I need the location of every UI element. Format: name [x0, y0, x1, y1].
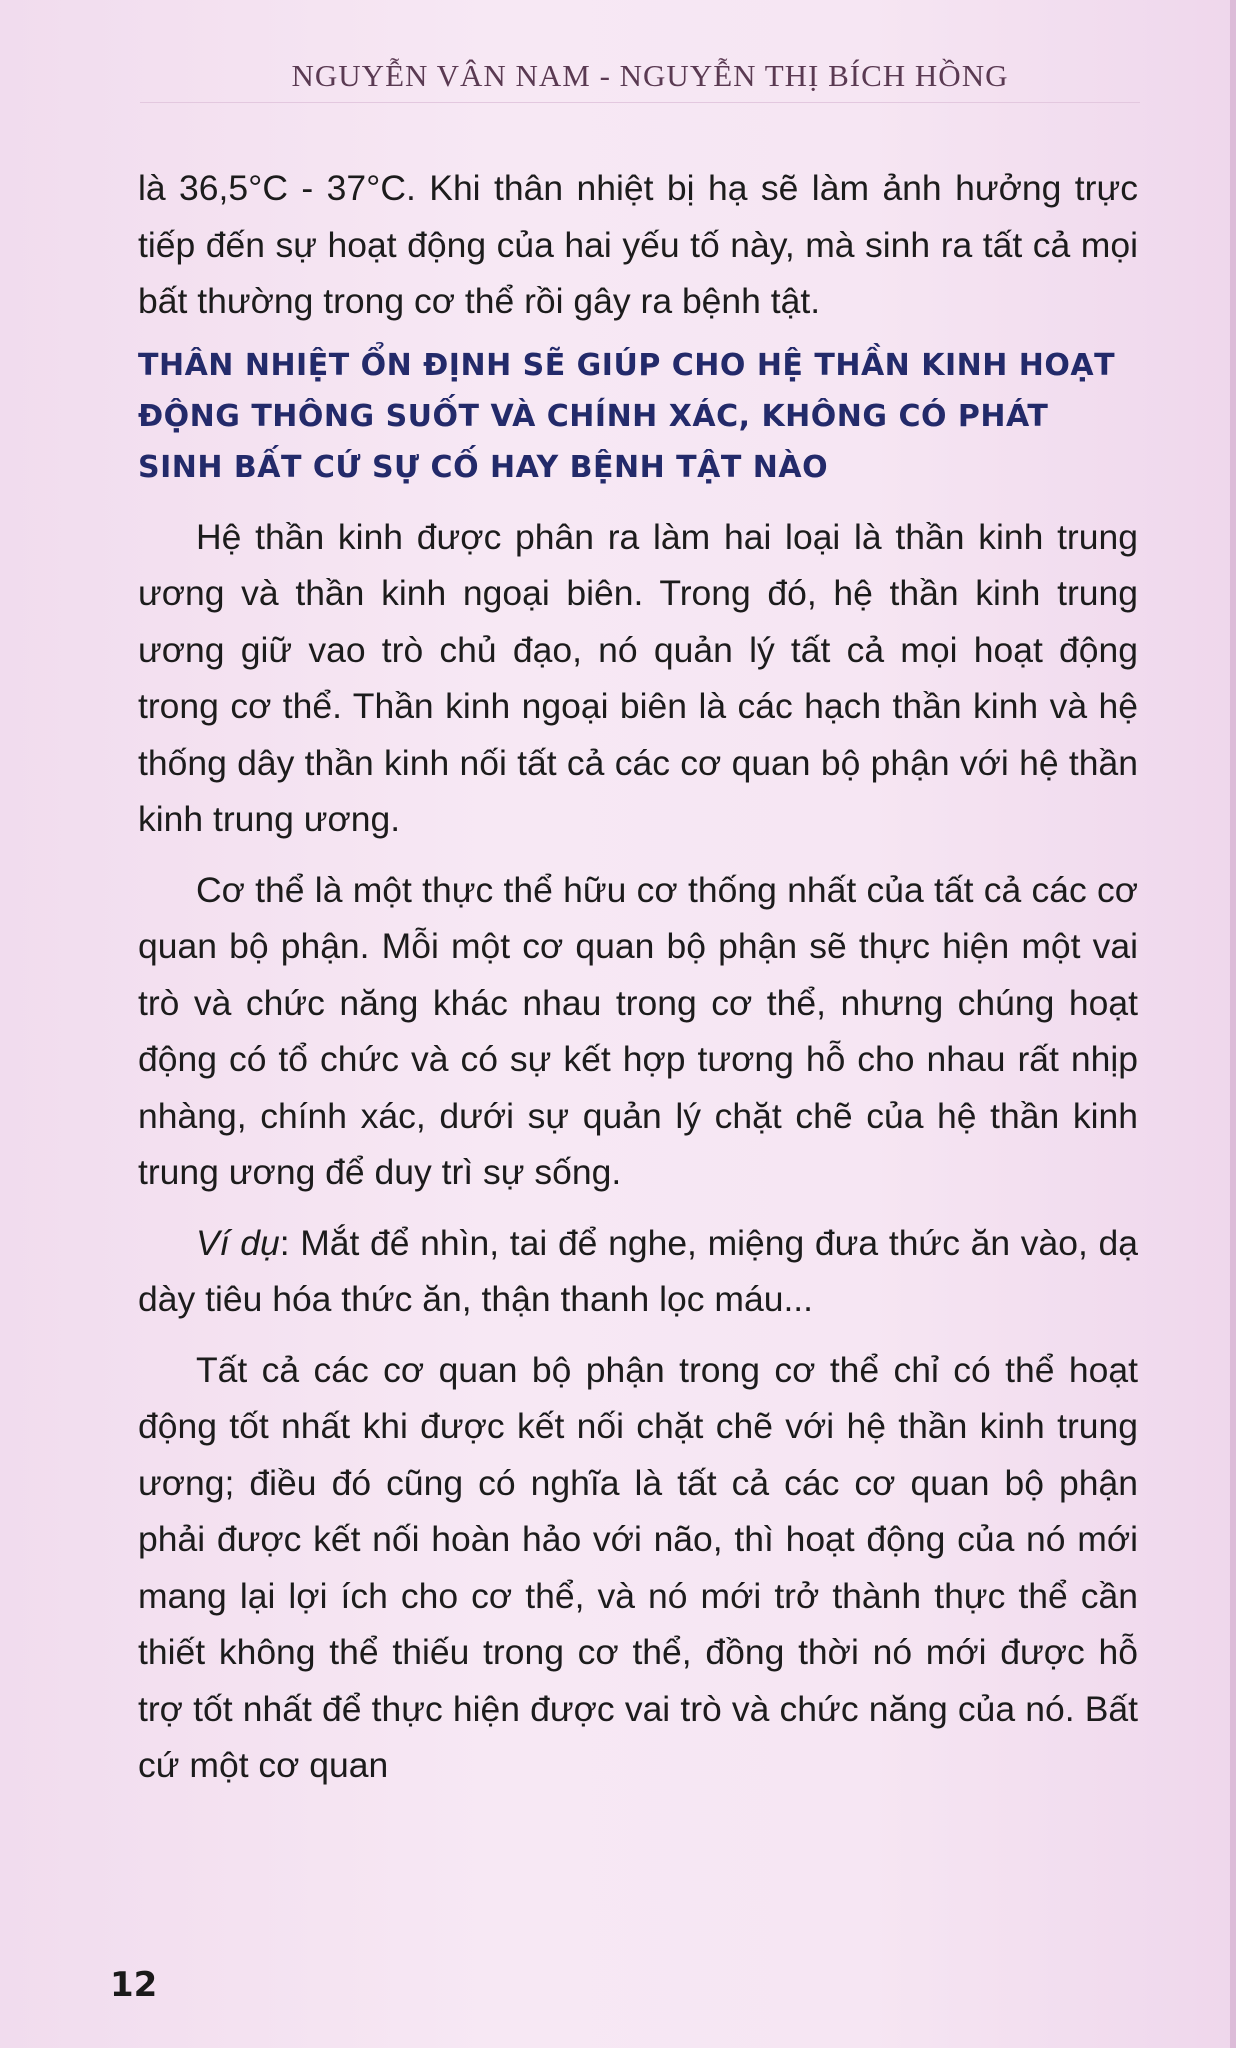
running-header: NGUYỄN VÂN NAM - NGUYỄN THỊ BÍCH HỒNG [291, 58, 1009, 93]
paragraph-nervous-system: Hệ thần kinh được phân ra làm hai loại là thần kinh trung ương và thần kinh ngoại biên. Trong đó, hệ thần kinh trung ương giữ vao trò chủ đạo, nó quản lý tất cả mọi hoạt động trong cơ thể. Thần kinh ngoại biên là các hạch thần kinh và hệ thống dây thần kinh nối tất cả các cơ quan bộ phận với hệ thần kinh trung ương. [138, 516, 1138, 839]
example-text: : Mắt để nhìn, tai để nghe, miệng đưa thức ăn vào, dạ dày tiêu hóa thức ăn, thận thanh lọc máu... [138, 1222, 1138, 1319]
paragraph-organ-connection: Tất cả các cơ quan bộ phận trong cơ thể chỉ có thể hoạt động tốt nhất khi được kết nối chặt chẽ với hệ thần kinh trung ương; điều đó cũng có nghĩa là tất cả các cơ quan bộ phận phải được kết nối hoàn hảo với não, thì hoạt động của nó mới mang lại lợi ích cho cơ thể, và nó mới trở thành thực thể cần thiết không thể thiếu trong cơ thể, đồng thời nó mới được hỗ trợ tốt nhất để thực hiện được vai trò và chức năng của nó. Bất cứ một cơ quan [138, 1349, 1138, 1785]
paragraph-body-organs: Cơ thể là một thực thể hữu cơ thống nhất của tất cả các cơ quan bộ phận. Mỗi một cơ quan bộ phận sẽ thực hiện một vai trò và chức năng khác nhau trong cơ thể, nhưng chúng hoạt động có tổ chức và có sự kết hợp tương hỗ cho nhau rất nhịp nhàng, chính xác, dưới sự quản lý chặt chẽ của hệ thần kinh trung ương để duy trì sự sống. [138, 869, 1138, 1192]
header-rule [140, 102, 1140, 103]
page-number: 12 [110, 1965, 158, 2005]
paragraph-intro: là 36,5°C - 37°C. Khi thân nhiệt bị hạ sẽ làm ảnh hưởng trực tiếp đến sự hoạt động của hai yếu tố này, mà sinh ra tất cả mọi bất thường trong cơ thể rồi gây ra bệnh tật. [138, 168, 1138, 321]
section-heading: THÂN NHIỆT ỔN ĐỊNH SẼ GIÚP CHO HỆ THẦN KINH HOẠT ĐỘNG THÔNG SUỐT VÀ CHÍNH XÁC, KHÔNG CÓ PHÁT SINH BẤT CỨ SỰ CỐ HAY BỆNH TẬT NÀO [138, 347, 1116, 485]
body-text [138, 160, 1138, 1794]
page-edge [1230, 0, 1236, 2048]
paragraph-example [138, 1215, 1138, 1328]
example-label: Ví dụ [196, 1222, 280, 1263]
